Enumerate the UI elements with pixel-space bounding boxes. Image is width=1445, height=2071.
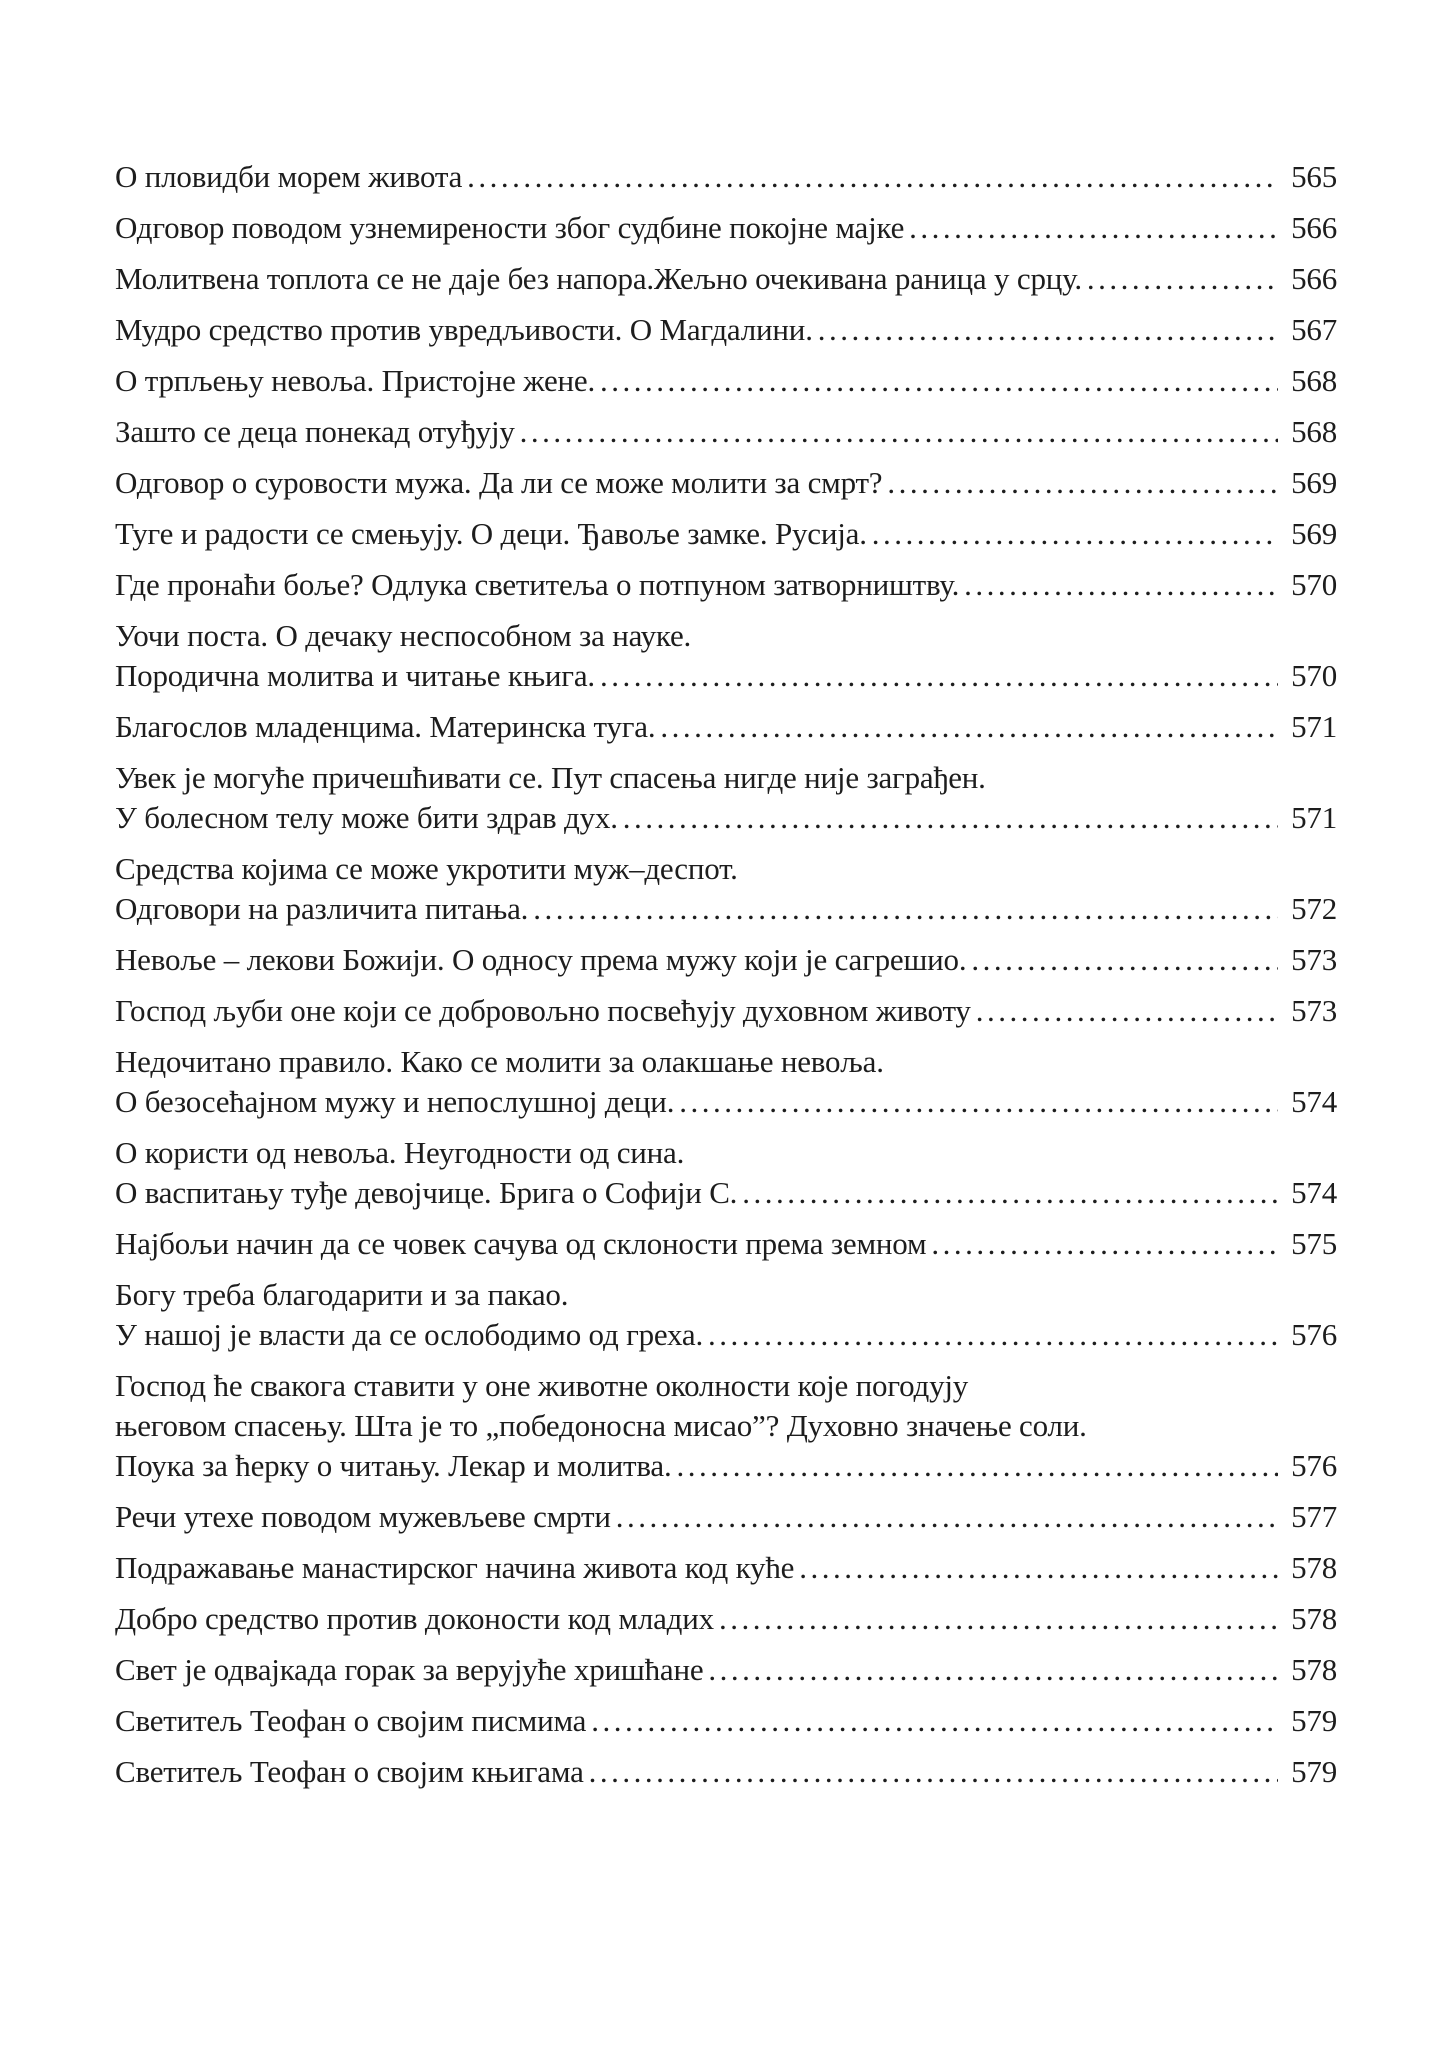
toc-entry-line bbox=[115, 656, 1337, 696]
toc-page-number: 572 bbox=[1291, 891, 1337, 926]
dot-leader bbox=[600, 656, 1278, 696]
toc-page-number: 578 bbox=[1291, 1601, 1337, 1636]
dot-leader bbox=[971, 940, 1278, 980]
toc-entry-title: Господ љуби оне који се добровољно посвећују духовном животу bbox=[115, 993, 971, 1028]
toc-entry-line bbox=[115, 157, 1337, 197]
toc-entry-title: Добро средство против доконости код младих bbox=[115, 1601, 714, 1636]
dot-leader bbox=[887, 463, 1278, 503]
toc-page-number: 576 bbox=[1291, 1448, 1337, 1483]
toc-entry-title: Туге и радости се смењују. О деци. Ђавоље замке. Русија. bbox=[115, 516, 867, 551]
toc-page-number: 579 bbox=[1291, 1754, 1337, 1789]
toc-page-number: 570 bbox=[1291, 567, 1337, 602]
dot-leader bbox=[742, 1173, 1278, 1213]
dot-leader bbox=[533, 889, 1278, 929]
toc-entry-title: Подражавање манастирског начина живота код куће bbox=[115, 1550, 795, 1585]
toc-page-number: 574 bbox=[1291, 1175, 1337, 1210]
dot-leader bbox=[623, 798, 1278, 838]
toc-entry bbox=[115, 565, 1337, 605]
dot-leader bbox=[799, 1548, 1278, 1588]
toc-entry bbox=[115, 1752, 1337, 1792]
toc-page-number: 579 bbox=[1291, 1703, 1337, 1738]
toc-entry-line: његовом спасењу. Шта је то „победоносна мисао”? Духовно значење соли. bbox=[115, 1408, 1087, 1443]
dot-leader bbox=[964, 565, 1278, 605]
dot-leader bbox=[677, 1446, 1279, 1486]
dot-leader bbox=[660, 707, 1278, 747]
toc-page-number: 568 bbox=[1291, 414, 1337, 449]
toc-entry-title: Свет је одвајкада горак за верујуће хришћане bbox=[115, 1652, 704, 1687]
toc-entry-line bbox=[115, 798, 1337, 838]
toc-entry-title: У болесном телу може бити здрав дух. bbox=[115, 800, 618, 835]
toc-entry-line bbox=[115, 1082, 1337, 1122]
toc-entry-line bbox=[115, 514, 1337, 554]
toc-entry bbox=[115, 849, 1337, 929]
toc-entry-title: Молитвена топлота се не даје без напора.Жељно очекивана раница у срцу. bbox=[115, 261, 1082, 296]
dot-leader bbox=[931, 1224, 1278, 1264]
toc-page-number: 576 bbox=[1291, 1317, 1337, 1352]
dot-leader bbox=[589, 1752, 1278, 1792]
toc-entry-line bbox=[115, 1599, 1337, 1639]
toc-entry-line bbox=[115, 1224, 1337, 1264]
toc-page-number: 565 bbox=[1291, 159, 1337, 194]
toc-entry-line bbox=[115, 1650, 1337, 1690]
toc-entry-line bbox=[115, 991, 1337, 1031]
toc-entry bbox=[115, 991, 1337, 1031]
toc-entry-line bbox=[115, 412, 1337, 452]
toc-entry-title: Благослов младенцима. Материнска туга. bbox=[115, 709, 656, 744]
toc-entry-title: Речи утехе поводом мужевљеве смрти bbox=[115, 1499, 611, 1534]
toc-entry-line bbox=[115, 1497, 1337, 1537]
toc-entry bbox=[115, 412, 1337, 452]
toc-entry-line: Уочи поста. О дечаку неспособном за науке. bbox=[115, 618, 692, 653]
toc-entry-line bbox=[115, 565, 1337, 605]
toc-entry-line bbox=[115, 1315, 1337, 1355]
toc-entry-title: Светитељ Теофан о својим писмима bbox=[115, 1703, 587, 1738]
toc-entry-line bbox=[115, 259, 1337, 299]
toc-page-number: 573 bbox=[1291, 993, 1337, 1028]
toc-entry bbox=[115, 1599, 1337, 1639]
toc-page-number: 578 bbox=[1291, 1652, 1337, 1687]
toc-entry-title: О безосећајном мужу и непослушној деци. bbox=[115, 1084, 675, 1119]
toc-page-number: 566 bbox=[1291, 210, 1337, 245]
toc-entry-line: О користи од невоља. Неугодности од сина. bbox=[115, 1135, 685, 1170]
toc-entry-title: Породична молитва и читање књига. bbox=[115, 658, 595, 693]
dot-leader bbox=[719, 1599, 1278, 1639]
dot-leader bbox=[708, 1650, 1278, 1690]
dot-leader bbox=[679, 1082, 1278, 1122]
toc-entry bbox=[115, 463, 1337, 503]
toc-entry bbox=[115, 758, 1337, 838]
dot-leader bbox=[708, 1315, 1278, 1355]
toc-entry bbox=[115, 514, 1337, 554]
toc-entry-title: О пловидби морем живота bbox=[115, 159, 463, 194]
toc-entry-title: Невоље – лекови Божији. О односу према мужу који је сагрешио. bbox=[115, 942, 967, 977]
toc-entry-line bbox=[115, 463, 1337, 503]
toc-page-number: 573 bbox=[1291, 942, 1337, 977]
toc-entry-title: О трпљењу невоља. Пристојне жене. bbox=[115, 363, 596, 398]
toc-page-number: 570 bbox=[1291, 658, 1337, 693]
toc-entry bbox=[115, 1133, 1337, 1213]
toc-page-number: 567 bbox=[1291, 312, 1337, 347]
toc-entry-line bbox=[115, 940, 1337, 980]
toc-entry bbox=[115, 1366, 1337, 1486]
toc-page-number: 569 bbox=[1291, 516, 1337, 551]
dot-leader bbox=[872, 514, 1278, 554]
dot-leader bbox=[520, 412, 1278, 452]
toc-entry-title: О васпитању туђе девојчице. Брига о Софији С. bbox=[115, 1175, 738, 1210]
toc-entry-line: Увек је могуће причешћивати се. Пут спасења нигде није заграђен. bbox=[115, 760, 986, 795]
toc-entry-line: Богу треба благодарити и за пакао. bbox=[115, 1277, 569, 1312]
toc-entry-line: Господ ће свакога ставити у оне животне околности које погодују bbox=[115, 1368, 969, 1403]
dot-leader bbox=[591, 1701, 1278, 1741]
toc-entry bbox=[115, 361, 1337, 401]
toc-list bbox=[115, 157, 1337, 1803]
toc-entry-line bbox=[115, 1548, 1337, 1588]
dot-leader bbox=[818, 310, 1278, 350]
toc-entry bbox=[115, 259, 1337, 299]
toc-entry-line bbox=[115, 310, 1337, 350]
toc-entry-line bbox=[115, 1173, 1337, 1213]
toc-page-number: 569 bbox=[1291, 465, 1337, 500]
toc-entry bbox=[115, 1548, 1337, 1588]
dot-leader bbox=[467, 157, 1278, 197]
toc-entry-line bbox=[115, 1752, 1337, 1792]
toc-page-number: 575 bbox=[1291, 1226, 1337, 1261]
toc-page-number: 577 bbox=[1291, 1499, 1337, 1534]
toc-page-number: 574 bbox=[1291, 1084, 1337, 1119]
toc-entry bbox=[115, 157, 1337, 197]
toc-entry bbox=[115, 1497, 1337, 1537]
toc-entry-line: Недочитано правило. Како се молити за олакшање невоља. bbox=[115, 1044, 884, 1079]
toc-entry bbox=[115, 1701, 1337, 1741]
dot-leader bbox=[600, 361, 1278, 401]
toc-entry bbox=[115, 616, 1337, 696]
toc-entry-line bbox=[115, 889, 1337, 929]
toc-entry bbox=[115, 208, 1337, 248]
toc-entry-line bbox=[115, 707, 1337, 747]
toc-entry-title: Светитељ Теофан о својим књигама bbox=[115, 1754, 584, 1789]
toc-entry-line bbox=[115, 208, 1337, 248]
toc-entry bbox=[115, 1042, 1337, 1122]
toc-entry bbox=[115, 707, 1337, 747]
toc-entry bbox=[115, 1275, 1337, 1355]
toc-entry bbox=[115, 1224, 1337, 1264]
toc-entry-title: Одговор поводом узнемирености због судбине покојне мајке bbox=[115, 210, 905, 245]
toc-page-number: 578 bbox=[1291, 1550, 1337, 1585]
toc-entry-title: Најбољи начин да се човек сачува од склоности према земном bbox=[115, 1226, 927, 1261]
toc-entry-title: Одговори на различита питања. bbox=[115, 891, 529, 926]
toc-page-number: 571 bbox=[1291, 800, 1337, 835]
dot-leader bbox=[616, 1497, 1278, 1537]
toc-entry bbox=[115, 310, 1337, 350]
dot-leader bbox=[976, 991, 1278, 1031]
toc-entry-line: Средства којима се може укротити муж–деспот. bbox=[115, 851, 738, 886]
toc-page-number: 568 bbox=[1291, 363, 1337, 398]
toc-entry-title: Поука за ћерку о читању. Лекар и молитва. bbox=[115, 1448, 672, 1483]
toc-entry-line bbox=[115, 361, 1337, 401]
toc-page-number: 571 bbox=[1291, 709, 1337, 744]
dot-leader bbox=[909, 208, 1278, 248]
toc-entry-line bbox=[115, 1701, 1337, 1741]
toc-entry-title: Где пронаћи боље? Одлука светитеља о потпуном затворништву. bbox=[115, 567, 960, 602]
toc-page-number: 566 bbox=[1291, 261, 1337, 296]
toc-entry bbox=[115, 940, 1337, 980]
toc-entry-line bbox=[115, 1446, 1337, 1486]
dot-leader bbox=[1087, 259, 1278, 299]
toc-entry-title: Мудро средство против увредљивости. О Магдалини. bbox=[115, 312, 813, 347]
toc-entry-title: Зашто се деца понекад отуђују bbox=[115, 414, 515, 449]
toc-entry-title: У нашој је власти да се ослободимо од греха. bbox=[115, 1317, 704, 1352]
toc-entry bbox=[115, 1650, 1337, 1690]
toc-entry-title: Одговор о суровости мужа. Да ли се може молити за смрт? bbox=[115, 465, 883, 500]
